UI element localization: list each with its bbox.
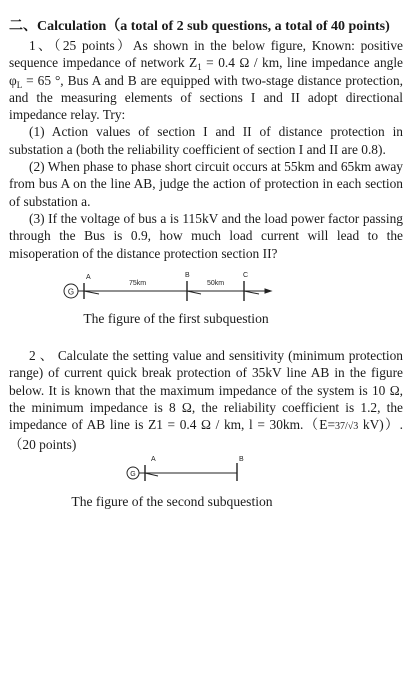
figure-2-svg	[9, 453, 403, 487]
generator-label-2: G	[130, 470, 136, 478]
figure-2-caption: The figure of the second subquestion	[71, 493, 273, 509]
length-ab-label: 75km	[129, 279, 147, 287]
question-1-intro: 1、（25 points）As shown in the below figure, Known: positive sequence impedance of network $Z_1 = 0.4$ Ω / km, line impedance angle $\varphi_L = 65$ °, Bus A and B are equipped with two-stage distance protection, and the measuring elements of sections I and II adopt directional impedance relay. Try:	[9, 38, 403, 123]
figure-1-network-diagram	[9, 262, 403, 308]
length-bc-label: 50km	[207, 279, 225, 287]
bus-a-label-2: A	[151, 455, 156, 463]
figure-1-svg	[9, 262, 403, 308]
question-1-part-1: (1) Action values of section I and II of distance protection in substation a (both the reliability coefficient of section I and II are 0.8).	[9, 124, 403, 157]
section-heading: 二、Calculation（a total of 2 sub questions, a total of 40 points)	[9, 19, 390, 34]
bus-c-label: C	[243, 271, 249, 279]
bus-b-label-2: B	[239, 455, 244, 463]
figure-1-caption: The figure of the first subquestion	[83, 310, 269, 326]
bus-a-label: A	[86, 273, 91, 281]
figure-2-network-diagram	[9, 453, 403, 487]
question-1-part-3: (3) If the voltage of bus a is 115kV and the load power factor passing through the Bus is 0.9, how much load current will lead to the misoperation of the distance protection section II?	[9, 210, 403, 261]
question-1-part-2: (2) When phase to phase short circuit occurs at 55km and 65km away from bus A on the line AB, judge the action of protection in each section of substation a.	[9, 159, 403, 209]
load-arrow-icon	[265, 289, 271, 293]
generator-label: G	[67, 287, 75, 297]
document-page	[9, 18, 403, 510]
bus-b-label: B	[185, 271, 190, 279]
question-2-text: 2 、 Calculate the setting value and sensitivity (minimum protection range) of current quick break protection of 35kV line AB in the figure below. It is known that the maximum impedance of the system is 10 Ω, the minimum impedance is 8 Ω, the reliability coefficient is 1.2, the impedance of AB line is Z1 = 0.4 Ω / km, l = 30km.（E=37/√3 kV)）.（20 points)	[9, 348, 403, 452]
